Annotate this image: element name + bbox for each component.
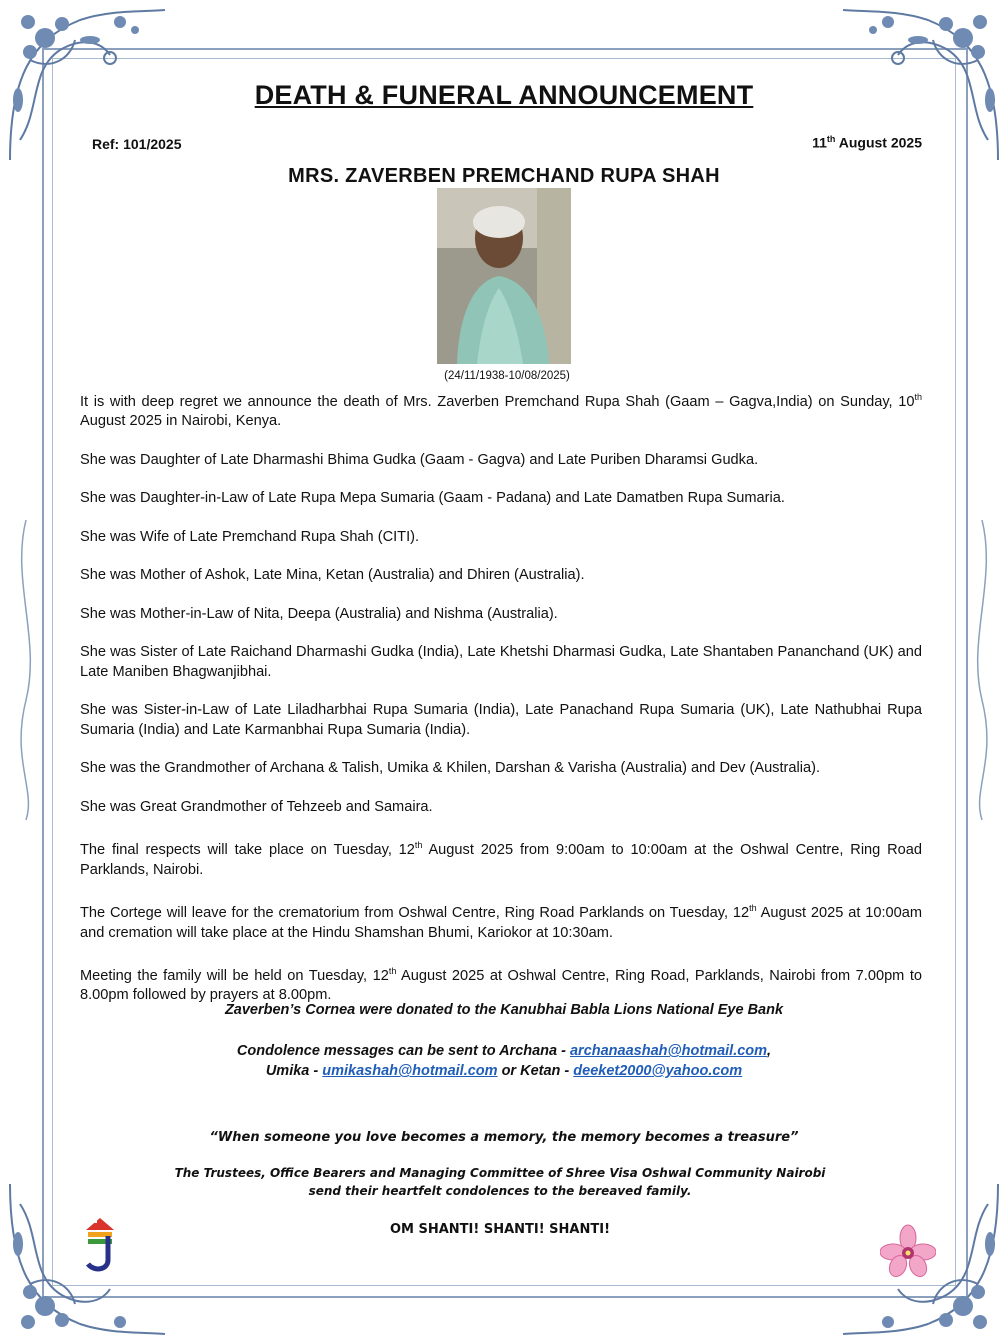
paragraph-sister-in-law: She was Sister-in-Law of Late Liladharbhai Rupa Sumaria (India), Late Panachand Rupa Sumaria (UK), Late Nathubhai Rupa Sumaria (India) and Late Karmanbhai Rupa Sumaria (India).	[80, 702, 922, 738]
memorial-quote: “When someone you love becomes a memory, the memory becomes a treasure”	[209, 1130, 799, 1145]
p12-sup: th	[749, 903, 757, 914]
paragraph-final-respects	[80, 836, 922, 880]
email-link-archana[interactable]: archanaashah@hotmail.com	[569, 1043, 768, 1059]
p12-text-a: The Cortege will leave for the crematorium from Oshwal Centre, Ring Road Parklands on Tuesday, 12	[80, 905, 750, 922]
p13-text-a: Meeting the family will be held on Tuesday, 12	[80, 967, 389, 984]
announcement-body	[80, 388, 922, 1025]
paragraph-mother: She was Mother of Ashok, Late Mina, Ketan (Australia) and Dhiren (Australia).	[80, 567, 585, 584]
paragraph-daughter-in-law: She was Daughter-in-Law of Late Rupa Mepa Sumaria (Gaam - Padana) and Late Damatben Rupa Sumaria.	[80, 490, 785, 507]
email-link-umika[interactable]: umikashah@hotmail.com	[322, 1063, 498, 1079]
paragraph-great-grandmother: She was Great Grandmother of Tehzeeb and Samaira.	[80, 798, 433, 815]
paragraph-sister: She was Sister of Late Raichand Dharmashi Gudka (India), Late Khetshi Dharmasi Gudka, Late Shantaben Pananchand (UK) and Late Maniben Bhagwanjibhai.	[80, 644, 922, 680]
p1-text-a: It is with deep regret we announce the death of Mrs. Zaverben Premchand Rupa Shah (Gaam – Gagva,India) on Sunday, 10	[80, 393, 915, 410]
email-link-ketan[interactable]: deeket2000@yahoo.com	[573, 1063, 743, 1079]
announcement-title: DEATH & FUNERAL ANNOUNCEMENT	[254, 80, 754, 110]
paragraph-daughter: She was Daughter of Late Dharmashi Bhima Gudka (Gaam - Gagva) and Late Puriben Dharamsi Gudka.	[80, 451, 759, 468]
trustees-line-2: send their heartfelt condolences to the bereaved family.	[308, 1184, 692, 1198]
p13-text-b: August 2025 at Oshwal Centre, Ring Road, Parklands, Nairobi from 7.00pm to 8.00pm followed by prayers at 8.00pm.	[80, 967, 922, 1004]
p1-sup: th	[914, 392, 922, 402]
p11-text-a: The final respects will take place on Tuesday, 12	[80, 842, 415, 859]
paragraph-cortege	[80, 899, 922, 943]
p1-text-b: August 2025 in Nairobi, Kenya.	[80, 413, 282, 430]
p13-sup: th	[388, 966, 397, 977]
deceased-name: MRS. ZAVERBEN PREMCHAND RUPA SHAH	[288, 165, 720, 187]
paragraph-mother-in-law: She was Mother-in-Law of Nita, Deepa (Australia) and Nishma (Australia).	[80, 605, 558, 622]
pink-orchid-icon	[880, 1224, 936, 1280]
date-suffix: th	[826, 134, 836, 144]
reference-number: Ref: 101/2025	[92, 136, 182, 152]
date-day: 11	[812, 134, 827, 151]
trustees-line-1: The Trustees, Office Bearers and Managing Committee of Shree Visa Oshwal Community Nairobi	[174, 1166, 826, 1180]
trustees-condolence	[0, 1164, 1000, 1200]
paragraph-wife: She was Wife of Late Premchand Rupa Shah (CITI).	[80, 528, 420, 545]
side-vine-ornament-right	[962, 520, 1002, 820]
portrait-photo	[437, 188, 571, 364]
p11-sup: th	[414, 840, 423, 851]
p12-text-b: August 2025 at 10:00am and cremation will take place at the Hindu Shamshan Bhumi, Kariokor at 10:30am.	[80, 905, 922, 941]
side-vine-ornament-left	[6, 520, 46, 820]
life-dates: (24/11/1938-10/08/2025)	[444, 370, 570, 382]
om-shanti-text: OM SHANTI! SHANTI! SHANTI!	[389, 1222, 611, 1237]
cornea-donation-note: Zaverben’s Cornea were donated to the Kanubhai Babla Lions National Eye Bank	[224, 1002, 784, 1018]
paragraph-meeting	[80, 962, 922, 1006]
or-ketan-label: or Ketan -	[497, 1063, 574, 1079]
announcement-date	[812, 134, 922, 151]
date-rest: August 2025	[835, 134, 922, 151]
condolence-contacts	[0, 1041, 1008, 1081]
p11-text-b: August 2025 from 9:00am to 10:00am at the Oshwal Centre, Ring Road Parklands, Nairobi.	[80, 842, 922, 878]
condolence-intro: Condolence messages can be sent to Archana -	[236, 1043, 570, 1059]
paragraph-death	[80, 388, 922, 432]
oshwal-community-logo-icon	[80, 1216, 120, 1274]
comma: ,	[767, 1043, 772, 1059]
umika-label: Umika -	[265, 1063, 323, 1079]
paragraph-grandmother: She was the Grandmother of Archana & Talish, Umika & Khilen, Darshan & Varisha (Australia) and Dev (Australia).	[80, 760, 821, 777]
